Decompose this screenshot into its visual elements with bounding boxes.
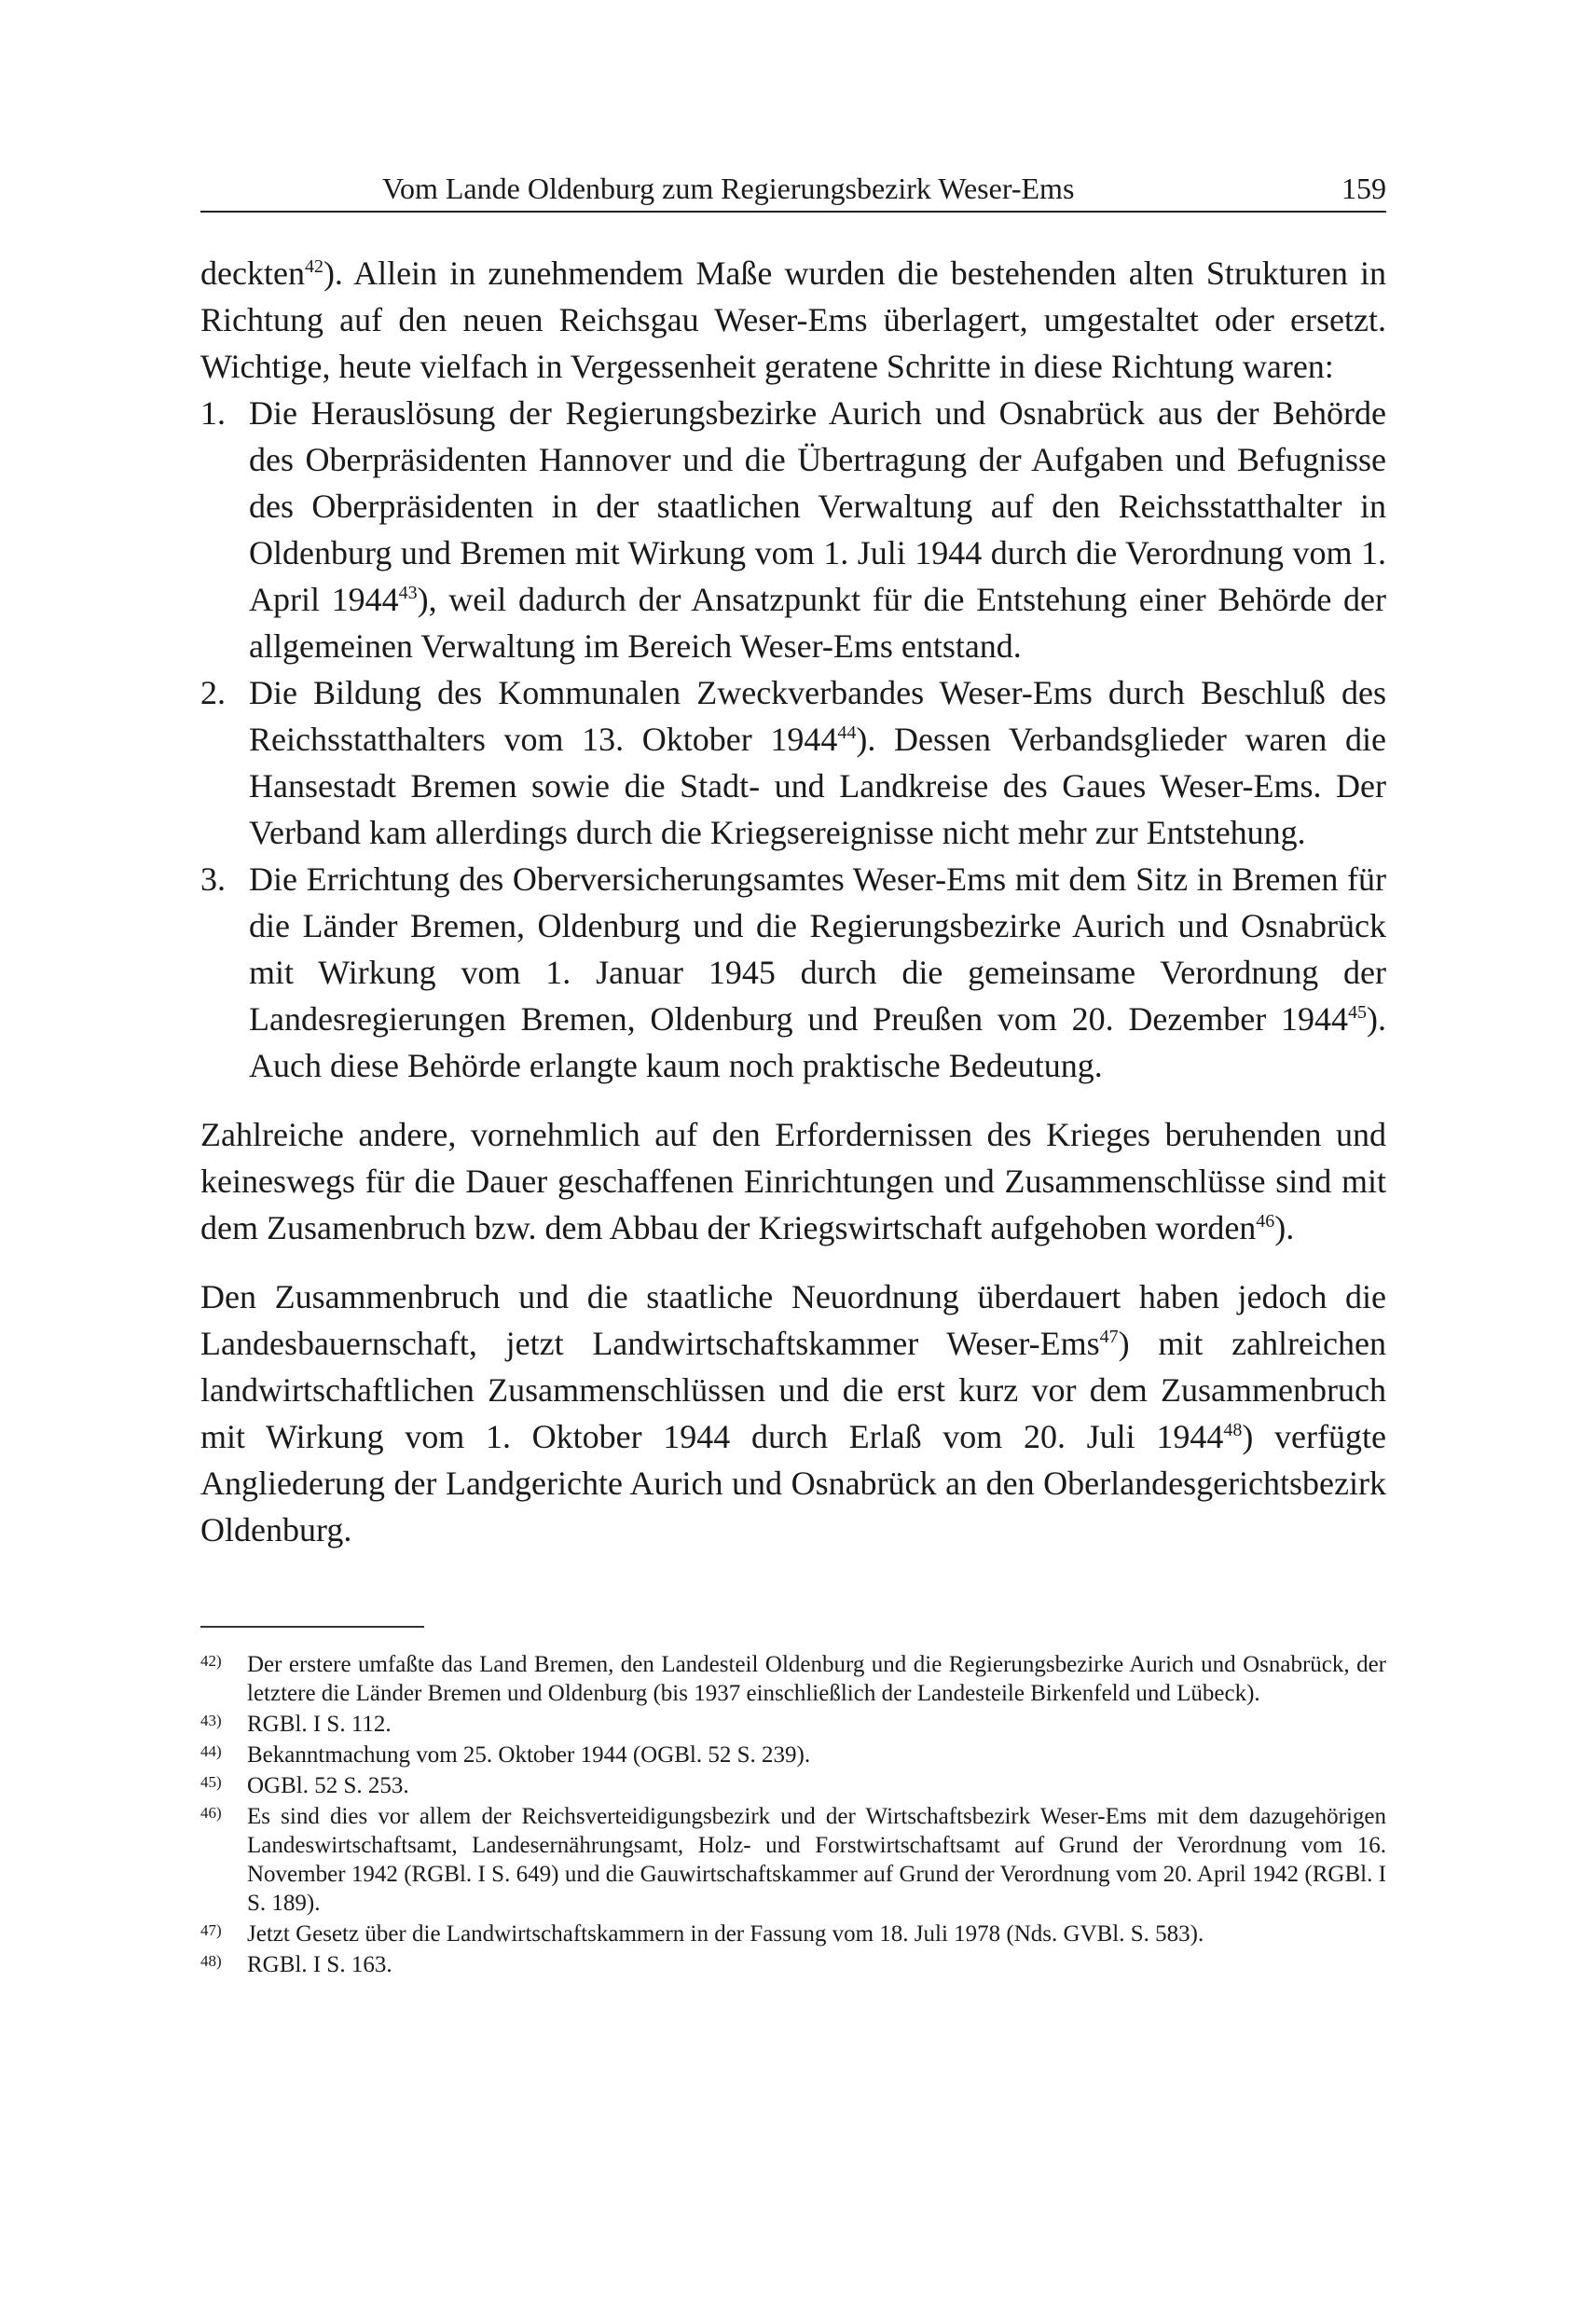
paragraph	[200, 1273, 1386, 1553]
footnote-ref: 46	[1256, 1211, 1275, 1232]
list-number: 2.	[200, 674, 226, 711]
footnote	[200, 1741, 1386, 1769]
footnote-ref: 44	[837, 722, 857, 743]
footnote-mark: 45)	[200, 1773, 222, 1791]
text-span: ), weil dadurch der Ansatzpunkt für die Entstehung einer Behörde der allgemeinen Verwaltung im Bereich Weser-Ems entstand.	[249, 581, 1386, 665]
footnote	[200, 1710, 1386, 1739]
footnote-ref: 43	[398, 583, 418, 603]
list-item	[200, 669, 1386, 856]
footnote	[200, 1650, 1386, 1708]
text-span: ). Allein in zunehmendem Maße wurden die bestehenden alten Strukturen in Richtung auf den neuen Reichsgau Weser-Ems überlagert, umgestaltet oder ersetzt. Wichtige, heute vielfach in Vergessenheit geratene Schritte in diese Richtung waren:	[200, 255, 1386, 385]
footnote-mark: 47)	[200, 1921, 222, 1939]
text-span: ). Dessen Verbandsglieder waren die Hansestadt Bremen sowie die Stadt- und Landkreise des Gaues Weser-Ems. Der Verband kam allerdings durch die Kriegsereignisse nicht mehr zur Entstehung.	[249, 721, 1386, 851]
text-span: deckten	[200, 255, 305, 292]
footnotes	[200, 1650, 1386, 1981]
page-header	[200, 166, 1386, 213]
text-span: ). Auch diese Behörde erlangte kaum noch praktische Bedeutung.	[249, 1000, 1386, 1084]
footnote-mark: 42)	[200, 1652, 222, 1670]
footnote	[200, 1920, 1386, 1948]
page-number: 159	[1341, 172, 1386, 205]
list-item	[200, 856, 1386, 1089]
footnote-text: Es sind dies vor allem der Reichsverteidigungsbezirk und der Wirtschaftsbezirk Weser-Ems mit dem dazugehörigen Landeswirtschaftsamt, Landesernährungsamt, Holz- und Forstwirtschaftsamt auf Grund der Verordnung vom 16. November 1942 (RGBl. I S. 649) und die Gauwirtschaftskammer auf Grund der Verordnung vom 20. April 1942 (RGBl. I S. 189).	[247, 1804, 1386, 1916]
footnote	[200, 1771, 1386, 1800]
paragraph	[200, 1111, 1386, 1251]
footnote-ref: 42	[304, 256, 323, 277]
footnote-ref: 47	[1099, 1327, 1119, 1347]
text-span: Den Zusammenbruch und die staatliche Neuordnung überdauert haben jedoch die Landesbauernschaft, jetzt Landwirtschaftskammer Weser-Ems	[200, 1278, 1386, 1362]
text-span: Die Herauslösung der Regierungsbezirke Aurich und Osnabrück aus der Behörde des Oberpräsidenten Hannover und die Übertragung der Aufgaben und Befugnisse des Oberpräsidenten in der staatlichen Verwaltung auf den Reichsstatthalter in Oldenburg und Bremen mit Wirkung vom 1. Juli 1944 durch die Verordnung vom 1. April 1944	[249, 394, 1386, 618]
footnote	[200, 1950, 1386, 1979]
list-item	[200, 390, 1386, 669]
footnote-mark: 46)	[200, 1804, 222, 1822]
footnote-text: RGBl. I S. 112.	[247, 1712, 392, 1737]
footnote-text: RGBl. I S. 163.	[247, 1952, 392, 1977]
running-title: Vom Lande Oldenburg zum Regierungsbezirk Weser-Ems	[382, 172, 1075, 205]
intro-paragraph	[200, 250, 1386, 390]
footnote	[200, 1802, 1386, 1918]
text-span: ).	[1274, 1209, 1295, 1246]
main-text	[200, 250, 1386, 1553]
text-span: ) mit zahlreichen landwirtschaftlichen Zusammenschlüssen und die erst kurz vor dem Zusammenbruch mit Wirkung vom 1. Oktober 1944 durch Erlaß vom 20. Juli 1944	[200, 1325, 1386, 1455]
footnote-text: Jetzt Gesetz über die Landwirtschaftskammern in der Fassung vom 18. Juli 1978 (Nds. GVBl. S. 583).	[247, 1921, 1204, 1947]
list-number: 3.	[200, 860, 226, 898]
footnote-mark: 48)	[200, 1952, 222, 1970]
footnote-divider	[200, 1626, 424, 1628]
text-span: Zahlreiche andere, vornehmlich auf den Erfordernissen des Krieges beruhenden und keineswegs für die Dauer geschaffenen Einrichtungen und Zusammenschlüsse sind mit dem Zusamenbruch bzw. dem Abbau der Kriegswirtschaft aufgehoben worden	[200, 1116, 1386, 1246]
list-number: 1.	[200, 394, 226, 432]
footnote-text: Bekanntmachung vom 25. Oktober 1944 (OGBl. 52 S. 239).	[247, 1742, 811, 1768]
footnote-mark: 44)	[200, 1742, 222, 1760]
footnote-mark: 43)	[200, 1712, 222, 1729]
numbered-list	[200, 390, 1386, 1089]
footnote-text: Der erstere umfaßte das Land Bremen, den Landesteil Oldenburg und die Regierungsbezirke Aurich und Osnabrück, der letztere die Länder Bremen und Oldenburg (bis 1937 einschließlich der Landesteile Birkenfeld und Lübeck).	[247, 1652, 1386, 1706]
text-span: Die Bildung des Kommunalen Zweckverbandes Weser-Ems durch Beschluß des Reichsstatthalters vom 13. Oktober 1944	[249, 674, 1386, 758]
text-span: ) verfügte Angliederung der Landgerichte Aurich und Osnabrück an den Oberlandesgerichtsbezirk Oldenburg.	[200, 1418, 1386, 1548]
footnote-ref: 48	[1223, 1420, 1243, 1440]
footnote-text: OGBl. 52 S. 253.	[247, 1773, 409, 1798]
text-span: Die Errichtung des Oberversicherungsamtes Weser-Ems mit dem Sitz in Bremen für die Länder Bremen, Oldenburg und die Regierungsbezirke Aurich und Osnabrück mit Wirkung vom 1. Januar 1945 durch die gemeinsame Verordnung der Landesregierungen Bremen, Oldenburg und Preußen vom 20. Dezember 1944	[249, 860, 1386, 1038]
footnote-ref: 45	[1348, 1002, 1367, 1023]
